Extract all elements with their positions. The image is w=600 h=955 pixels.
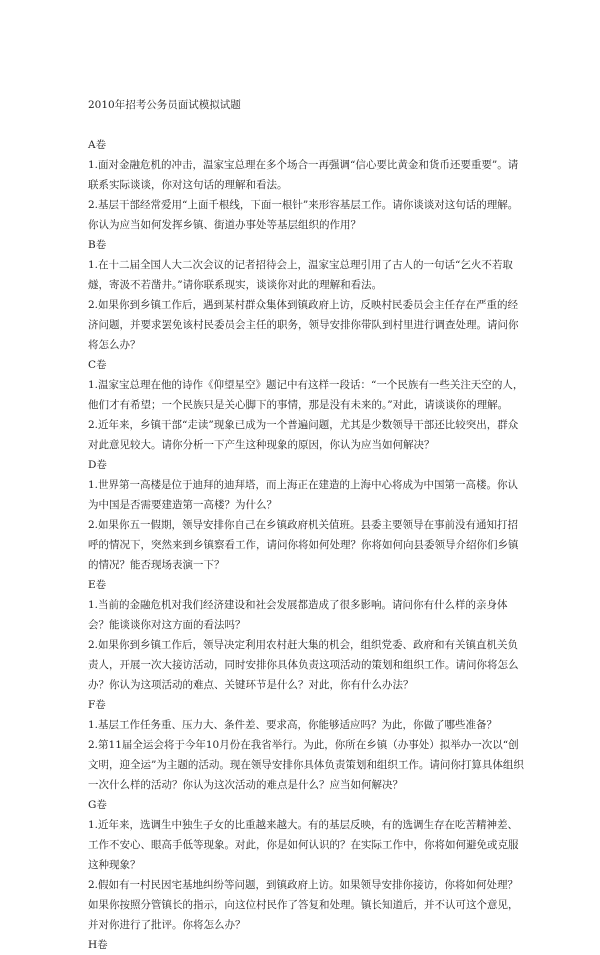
question-b2: 2.如果你到乡镇工作后，遇到某村群众集体到镇政府上访，反映村民委员会主任存在严重的经济问题，并要求罢免该村民委员会主任的职务，领导安排你带队到村里进行调查处理。请问你将怎么办？ (88, 299, 519, 351)
question-g2: 2.假如有一村民因宅基地纠纷等问题，到镇政府上访。如果领导安排你接访，你将如何处理？如果你按照分管镇长的指示，向这位村民作了答复和处理。镇长知道后，并不认可这个意见，并对你进行了批评。你将怎么办？ (88, 879, 519, 931)
section-label-c: C卷 (88, 359, 107, 371)
question-c1: 1.温家宝总理在他的诗作《仰望星空》题记中有这样一段话：“一个民族有一些关注天空的人，他们才有希望；一个民族只是关心脚下的事情，那是没有未来的。”对此，请谈谈你的理解。 (88, 379, 524, 411)
section-label-b: B卷 (88, 239, 107, 251)
question-a2: 2.基层干部经常爱用“上面千根线，下面一根针”来形容基层工作。请你谈谈对这句话的理解。你认为应当如何发挥乡镇、街道办事处等基层组织的作用？ (88, 199, 519, 231)
question-g1: 1.近年来，选调生中独生子女的比重越来越大。有的基层反映，有的选调生存在吃苦精神差、工作不安心、眼高手低等现象。对此，你是如何认识的？在实际工作中，你将如何避免或克服这种现象？ (88, 819, 519, 871)
question-f2: 2.第11届全运会将于今年10月份在我省举行。为此，你所在乡镇（办事处）拟举办一次以“创文明，迎全运”为主题的活动。现在领导安排你具体负责策划和组织工作。请问你打算具体组织一次什么样的活动？你认为这次活动的难点是什么？应当如何解决？ (88, 739, 524, 791)
question-d2: 2.如果你五一假期，领导安排你自己在乡镇政府机关值班。县委主要领导在事前没有通知打招呼的情况下，突然来到乡镇察看工作，请问你将如何处理？你将如何向县委领导介绍你们乡镇的情况？能否现场表演一下？ (88, 519, 519, 571)
question-b1: 1.在十二届全国人大二次会议的记者招待会上，温家宝总理引用了古人的一句话“乞火不若取燧，寄汲不若凿井。”请你联系现实，谈谈你对此的理解和看法。 (88, 259, 513, 291)
section-label-d: D卷 (88, 459, 107, 471)
question-d1: 1.世界第一高楼是位于迪拜的迪拜塔，而上海正在建造的上海中心将成为中国第一高楼。你认为中国是否需要建造第一高楼？为什么？ (88, 479, 519, 511)
document-page (88, 95, 528, 955)
section-label-a: A卷 (88, 139, 107, 151)
question-e1: 1.当前的金融危机对我们经济建设和社会发展都造成了很多影响。请问你有什么样的亲身体会？能谈谈你对这方面的看法吗？ (88, 599, 508, 631)
section-label-g: G卷 (88, 799, 107, 811)
question-e2: 2.如果你到乡镇工作后，领导决定利用农村赶大集的机会，组织党委、政府和有关镇直机关负责人，开展一次大接访活动，同时安排你具体负责这项活动的策划和组织工作。请问你将怎么办？你认为这项活动的难点、关键环节是什么？对此，你有什么办法？ (88, 639, 519, 691)
document-title: 2010年招考公务员面试模拟试题 (88, 99, 241, 111)
section-label-f: F卷 (88, 699, 106, 711)
question-c2: 2.近年来，乡镇干部“走读”现象已成为一个普遍问题，尤其是少数领导干部还比较突出，群众对此意见较大。请你分析一下产生这种现象的原因，你认为应当如何解决？ (88, 419, 519, 451)
section-label-h: H卷 (88, 939, 108, 951)
question-a1: 1.面对金融危机的冲击，温家宝总理在多个场合一再强调“信心要比黄金和货币还要重要”。请联系实际谈谈，你对这句话的理解和看法。 (88, 159, 519, 191)
section-label-e: E卷 (88, 579, 107, 591)
question-f1: 1.基层工作任务重、压力大、条件差、要求高，你能够适应吗？为此，你做了哪些准备？ (88, 719, 498, 731)
